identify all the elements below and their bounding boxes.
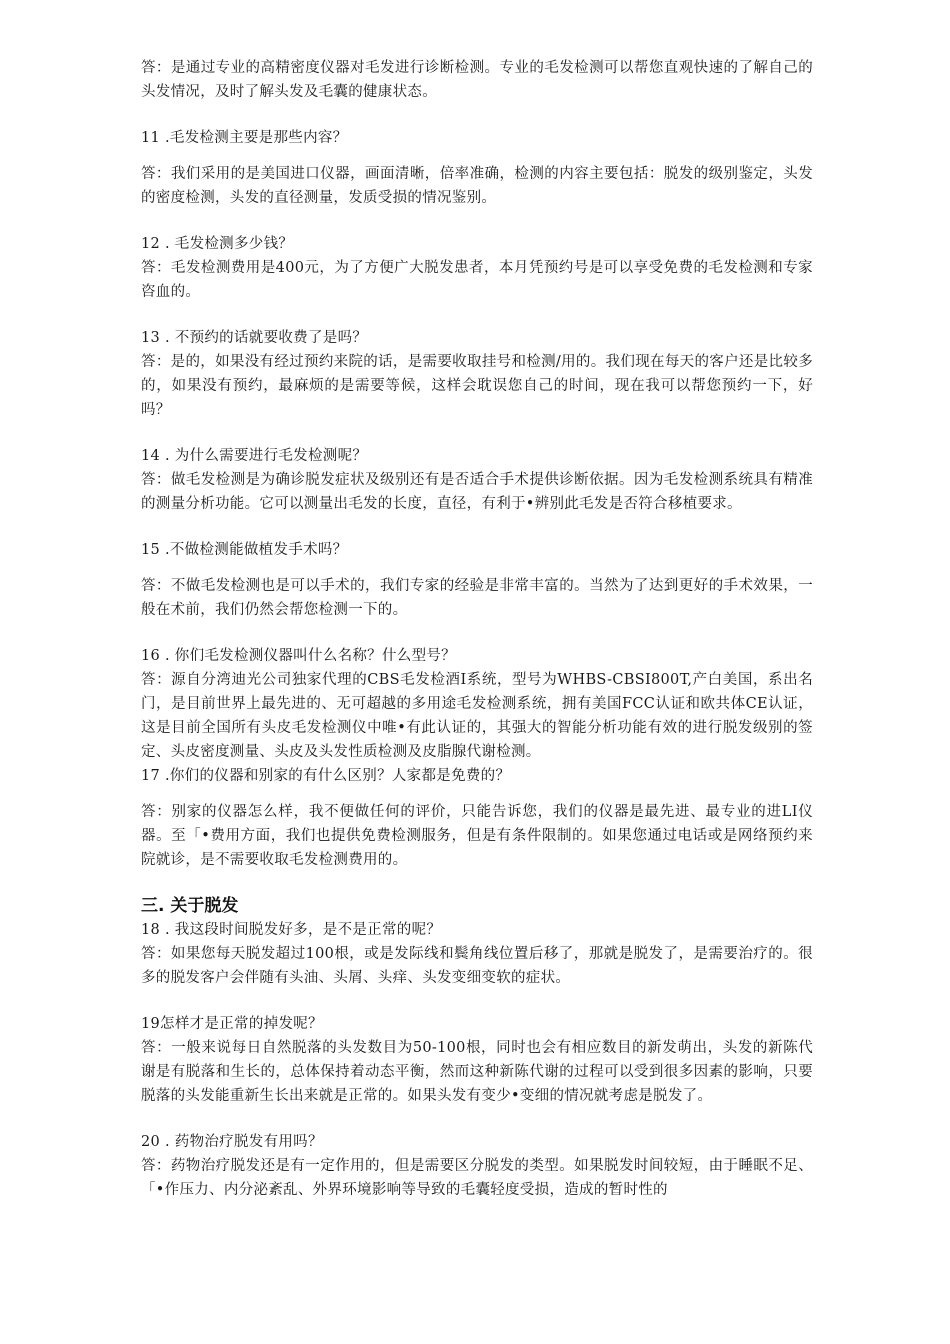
- question-15: 15 .不做检测能做植发手术吗？: [141, 542, 348, 558]
- answer-19: 答：一般来说每日自然脱落的头发数目为50-100根，同时也会有相应数目的新发萌出，头发的新陈代谢是有脱落和生长的，总体保持着动态平衡，然而这种新陈代谢的过程可以受到很多因素的影响，只要脱落的头发能重新生长出来就是正常的。如果头发有变少•变细的情况就考虑是脱发了。: [141, 1040, 813, 1104]
- question-14: 14 . 为什么需要进行毛发检测呢？: [141, 448, 368, 464]
- question-13: 13 . 不预约的话就要收费了是吗？: [141, 330, 368, 346]
- question-12: 12 . 毛发检测多少钱？: [141, 236, 294, 252]
- answer-18: 答：如果您每天脱发超过100根，或是发际线和鬓角线位置后移了，那就是脱发了，是需要治疗的。很多的脱发客户会伴随有头油、头屑、头痒、头发变细变软的症状。: [141, 946, 813, 986]
- answer-12: 答：毛发检测费用是400元，为了方便广大脱发患者，本月凭预约号是可以享受免费的毛发检测和专家咨血的。: [141, 260, 813, 300]
- question-17: 17 .你们的仪器和别家的有什么区别？人家都是免费的？: [141, 768, 511, 784]
- document-page: [141, 56, 813, 1202]
- answer-14: 答：做毛发检测是为确诊脱发症状及级别还有是否适合手术提供诊断依据。因为毛发检测系统具有精准的测量分析功能。它可以测量出毛发的长度，直径，有利于•辨别此毛发是否符合移植要求。: [141, 472, 813, 512]
- question-20: 20 . 药物治疗脱发有用吗？: [141, 1134, 323, 1150]
- answer-16: 答：源自分湾迪光公司独家代理的CBS毛发检酒I系统，型号为WHBS-CBSI800T,产白美国，系出名门，是目前世界上最先进的、无可超越的多用途毛发检测系统，拥有美国FCC认证和欧共体CE认证，这是目前全国所有头皮毛发检测仪中唯•有此认证的，其强大的智能分析功能有效的进行脱发级别的签定、头皮密度测量、头皮及头发性质检测及皮脂腺代谢检测。: [141, 672, 813, 760]
- question-19: 19怎样才是正常的掉发呢？: [141, 1016, 323, 1032]
- answer-15: 答：不做毛发检测也是可以手术的，我们专家的经验是非常丰富的。当然为了达到更好的手术效果，一般在术前，我们仍然会帮您检测一下的。: [141, 578, 813, 618]
- question-16: 16 . 你们毛发检测仪器叫什么名称？什么型号？: [141, 648, 456, 664]
- question-18: 18 . 我这段时间脱发好多，是不是正常的呢？: [141, 922, 442, 938]
- answer-10: 答：是通过专业的高精密度仪器对毛发进行诊断检测。专业的毛发检测可以帮您直观快速的了解自己的头发情况，及时了解头发及毛囊的健康状态。: [141, 60, 813, 100]
- answer-11: 答：我们采用的是美国进口仪器，画面清晰，倍率准确，检测的内容主要包括：脱发的级别鉴定，头发的密度检测，头发的直径测量，发质受损的情况鉴别。: [141, 166, 813, 206]
- section-heading-hair-loss: 三. 关于脱发: [141, 896, 239, 916]
- question-11: 11 .毛发检测主要是那些内容？: [141, 130, 348, 146]
- answer-13: 答：是的，如果没有经过预约来院的话，是需要收取挂号和检测/用的。我们现在每天的客户还是比较多的，如果没有预约，最麻烦的是需要等候，这样会耽误您自己的时间，现在我可以帮您预约一下，好吗？: [141, 354, 813, 418]
- answer-20: 答：药物治疗脱发还是有一定作用的，但是需要区分脱发的类型。如果脱发时间较短，由于睡眠不足、「•作压力、内分泌紊乱、外界环境影响等导致的毛囊轻度受损，造成的暂时性的: [141, 1158, 813, 1198]
- answer-17: 答：别家的仪器怎么样，我不便做任何的评价，只能告诉您，我们的仪器是最先进、最专业的进LI仪器。至「•费用方面，我们也提供免费检测服务，但是有条件限制的。如果您通过电话或是网络预约来院就诊，是不需要收取毛发检测费用的。: [141, 804, 813, 868]
